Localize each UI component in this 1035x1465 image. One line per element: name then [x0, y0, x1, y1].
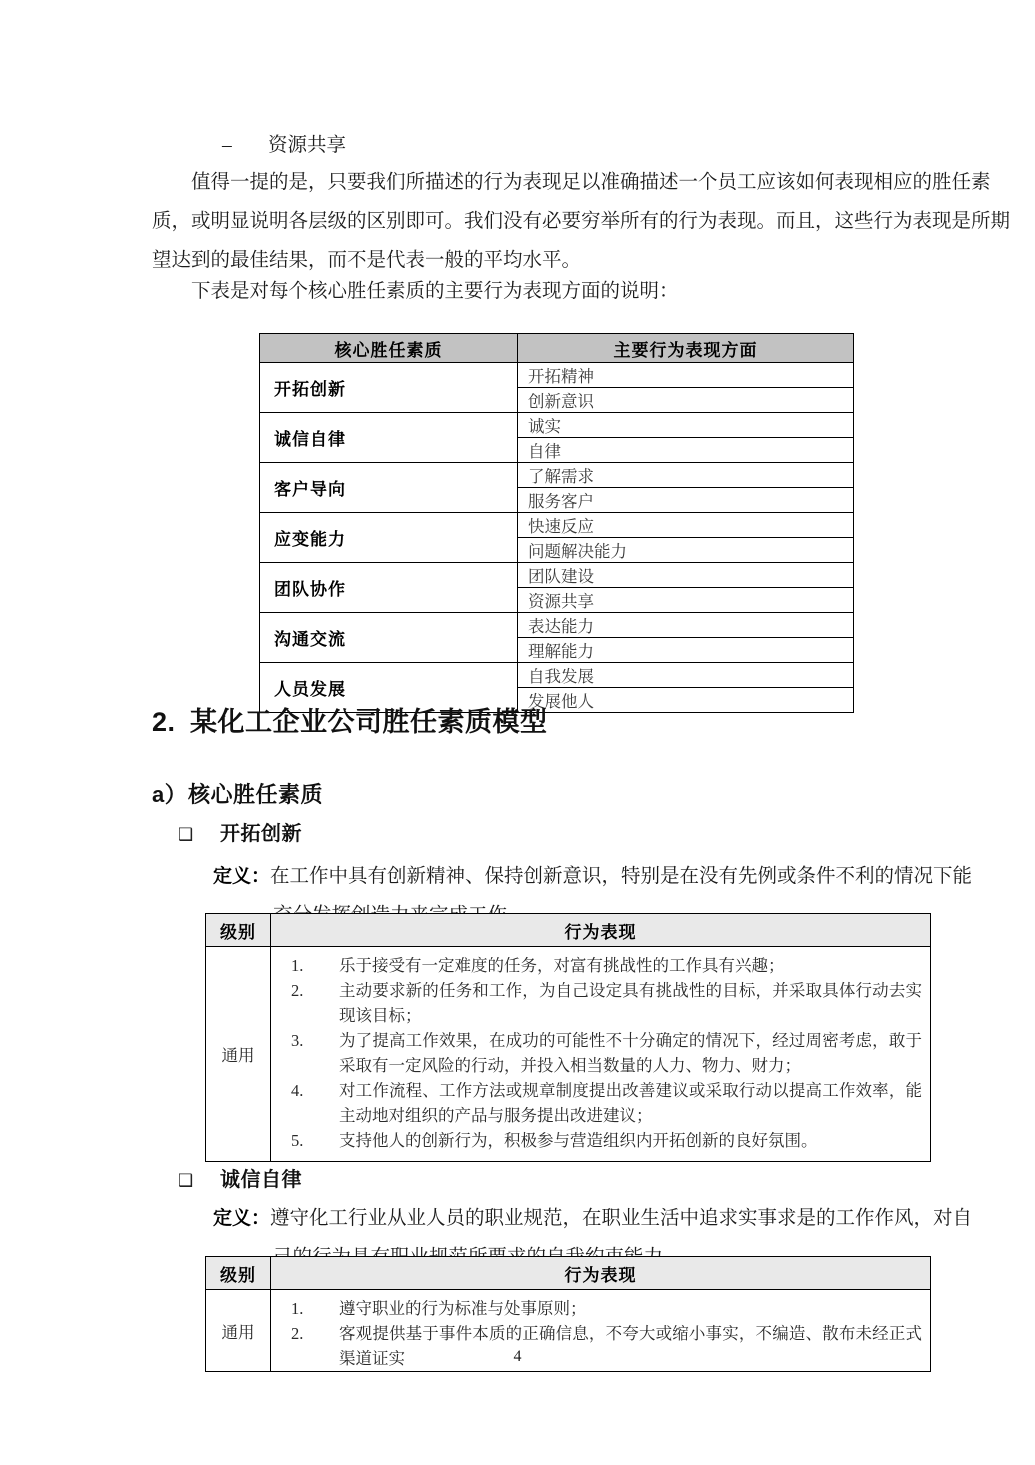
column-header-level: 级别	[206, 914, 271, 947]
definition-text: 在工作中具有创新精神、保持创新意识，特别是在没有先例或条件不利的情况下能	[270, 866, 973, 887]
level-cell: 通用	[206, 947, 271, 1162]
table-row	[260, 363, 854, 388]
behavior-cell: 诚实	[518, 413, 854, 438]
table-row	[206, 947, 931, 1162]
behavior-cell: 团队建设	[518, 563, 854, 588]
column-header-behavior: 行为表现	[271, 914, 931, 947]
behavior-cell: 了解需求	[518, 463, 854, 488]
table-header-row	[206, 1257, 931, 1290]
behavior-cell: 服务客户	[518, 488, 854, 513]
behavior-cell: 自我发展	[518, 663, 854, 688]
paragraph-line: 望达到的最佳结果，而不是代表一般的平均水平。	[152, 250, 582, 271]
paragraph-line: 下表是对每个核心胜任素质的主要行为表现方面的说明：	[152, 281, 679, 302]
behavior-cell: 开拓精神	[518, 363, 854, 388]
list-item-text: 为了提高工作效果，在成功的可能性不十分确定的情况下，经过周密考虑，敢于采取有一定风险的行动，并投入相当数量的人力、物力、财力；	[339, 1031, 922, 1075]
list-item-text: 对工作流程、工作方法或规章制度提出改善建议或采取行动以提高工作效率，能主动地对组织的产品与服务提出改进建议；	[339, 1081, 922, 1125]
core-competency-table	[259, 333, 854, 713]
behavior-table-1	[205, 913, 931, 1162]
list-index: 2.	[291, 981, 304, 1000]
competency-heading-label: 诚信自律	[220, 1169, 302, 1191]
table-header-row	[206, 914, 931, 947]
list-item-text: 支持他人的创新行为，积极参与营造组织内开拓创新的良好氛围。	[339, 1131, 818, 1150]
table-row	[260, 463, 854, 488]
list-item-text: 客观提供基于事件本质的正确信息，不夸大或缩小事实，不编造、散布未经正式渠道证实	[339, 1324, 922, 1368]
page-number: 4	[513, 1348, 522, 1365]
table-row	[260, 613, 854, 638]
competency-name: 应变能力	[260, 513, 518, 563]
competency-name: 团队协作	[260, 563, 518, 613]
column-header-behavior: 主要行为表现方面	[518, 334, 854, 363]
list-item	[271, 1028, 922, 1078]
table-row	[260, 513, 854, 538]
list-item-text: 遵守职业的行为标准与处事原则；	[339, 1299, 587, 1318]
column-header-behavior: 行为表现	[271, 1257, 931, 1290]
table-header-row	[260, 334, 854, 363]
competency-heading-2	[178, 1163, 302, 1192]
subsection-marker: a）	[152, 782, 188, 807]
column-header-level: 级别	[206, 1257, 271, 1290]
table-row	[260, 563, 854, 588]
definition-text: 遵守化工行业从业人员的职业规范，在职业生活中追求实事求是的工作作风，对自	[270, 1208, 973, 1229]
definition-label: 定义：	[213, 866, 271, 887]
list-item	[271, 1078, 922, 1128]
list-item	[271, 1296, 922, 1321]
competency-name: 沟通交流	[260, 613, 518, 663]
dash-list-item-label: 资源共享	[268, 135, 347, 156]
paragraph-line: 值得一提的是，只要我们所描述的行为表现足以准确描述一个员工应该如何表现相应的胜任素	[152, 172, 991, 193]
competency-heading-1	[178, 817, 302, 846]
list-index: 5.	[291, 1131, 304, 1150]
subsection-heading	[152, 778, 323, 809]
section-number: 2.	[152, 707, 176, 737]
list-index: 4.	[291, 1081, 304, 1100]
paragraph-block-2	[152, 272, 912, 311]
list-item	[271, 1128, 922, 1153]
competency-name: 诚信自律	[260, 413, 518, 463]
list-index: 1.	[291, 1299, 304, 1318]
level-cell: 通用	[206, 1290, 271, 1372]
table-row	[260, 413, 854, 438]
dash-list-item	[222, 131, 346, 161]
subsection-title: 核心胜任素质	[188, 782, 324, 807]
open-square-bullet-icon: ❑	[178, 825, 194, 845]
open-square-bullet-icon: ❑	[178, 1171, 194, 1191]
behavior-cell: 自律	[518, 438, 854, 463]
dash-bullet-marker: –	[222, 135, 232, 156]
behavior-cell: 理解能力	[518, 638, 854, 663]
list-index: 1.	[291, 956, 304, 975]
behavior-list	[271, 953, 922, 1153]
definition-line	[213, 1199, 973, 1238]
competency-name: 客户导向	[260, 463, 518, 513]
list-item-text: 乐于接受有一定难度的任务，对富有挑战性的工作具有兴趣；	[339, 956, 785, 975]
paragraph-line: 质，或明显说明各层级的区别即可。我们没有必要穷举所有的行为表现。而且，这些行为表现是所期	[152, 211, 1011, 232]
paragraph-block-1	[152, 163, 1011, 280]
table-row	[260, 663, 854, 688]
behavior-cell: 问题解决能力	[518, 538, 854, 563]
list-item-text: 主动要求新的任务和工作，为自己设定具有挑战性的目标，并采取具体行动去实现该目标；	[339, 981, 922, 1025]
list-index: 3.	[291, 1031, 304, 1050]
behavior-cell: 资源共享	[518, 588, 854, 613]
list-item	[271, 978, 922, 1028]
behavior-cell: 表达能力	[518, 613, 854, 638]
column-header-competency: 核心胜任素质	[260, 334, 518, 363]
behavior-cell	[271, 947, 931, 1162]
definition-label: 定义：	[213, 1208, 271, 1229]
competency-heading-label: 开拓创新	[220, 823, 302, 845]
list-item	[271, 953, 922, 978]
list-index: 2.	[291, 1324, 304, 1343]
behavior-cell: 快速反应	[518, 513, 854, 538]
definition-line	[213, 857, 973, 896]
section-title: 某化工企业公司胜任素质模型	[190, 707, 548, 737]
behavior-cell: 创新意识	[518, 388, 854, 413]
section-heading	[152, 700, 548, 739]
behavior-cell: 发展他人	[518, 688, 854, 713]
competency-name: 人员发展	[260, 663, 518, 713]
competency-name: 开拓创新	[260, 363, 518, 413]
